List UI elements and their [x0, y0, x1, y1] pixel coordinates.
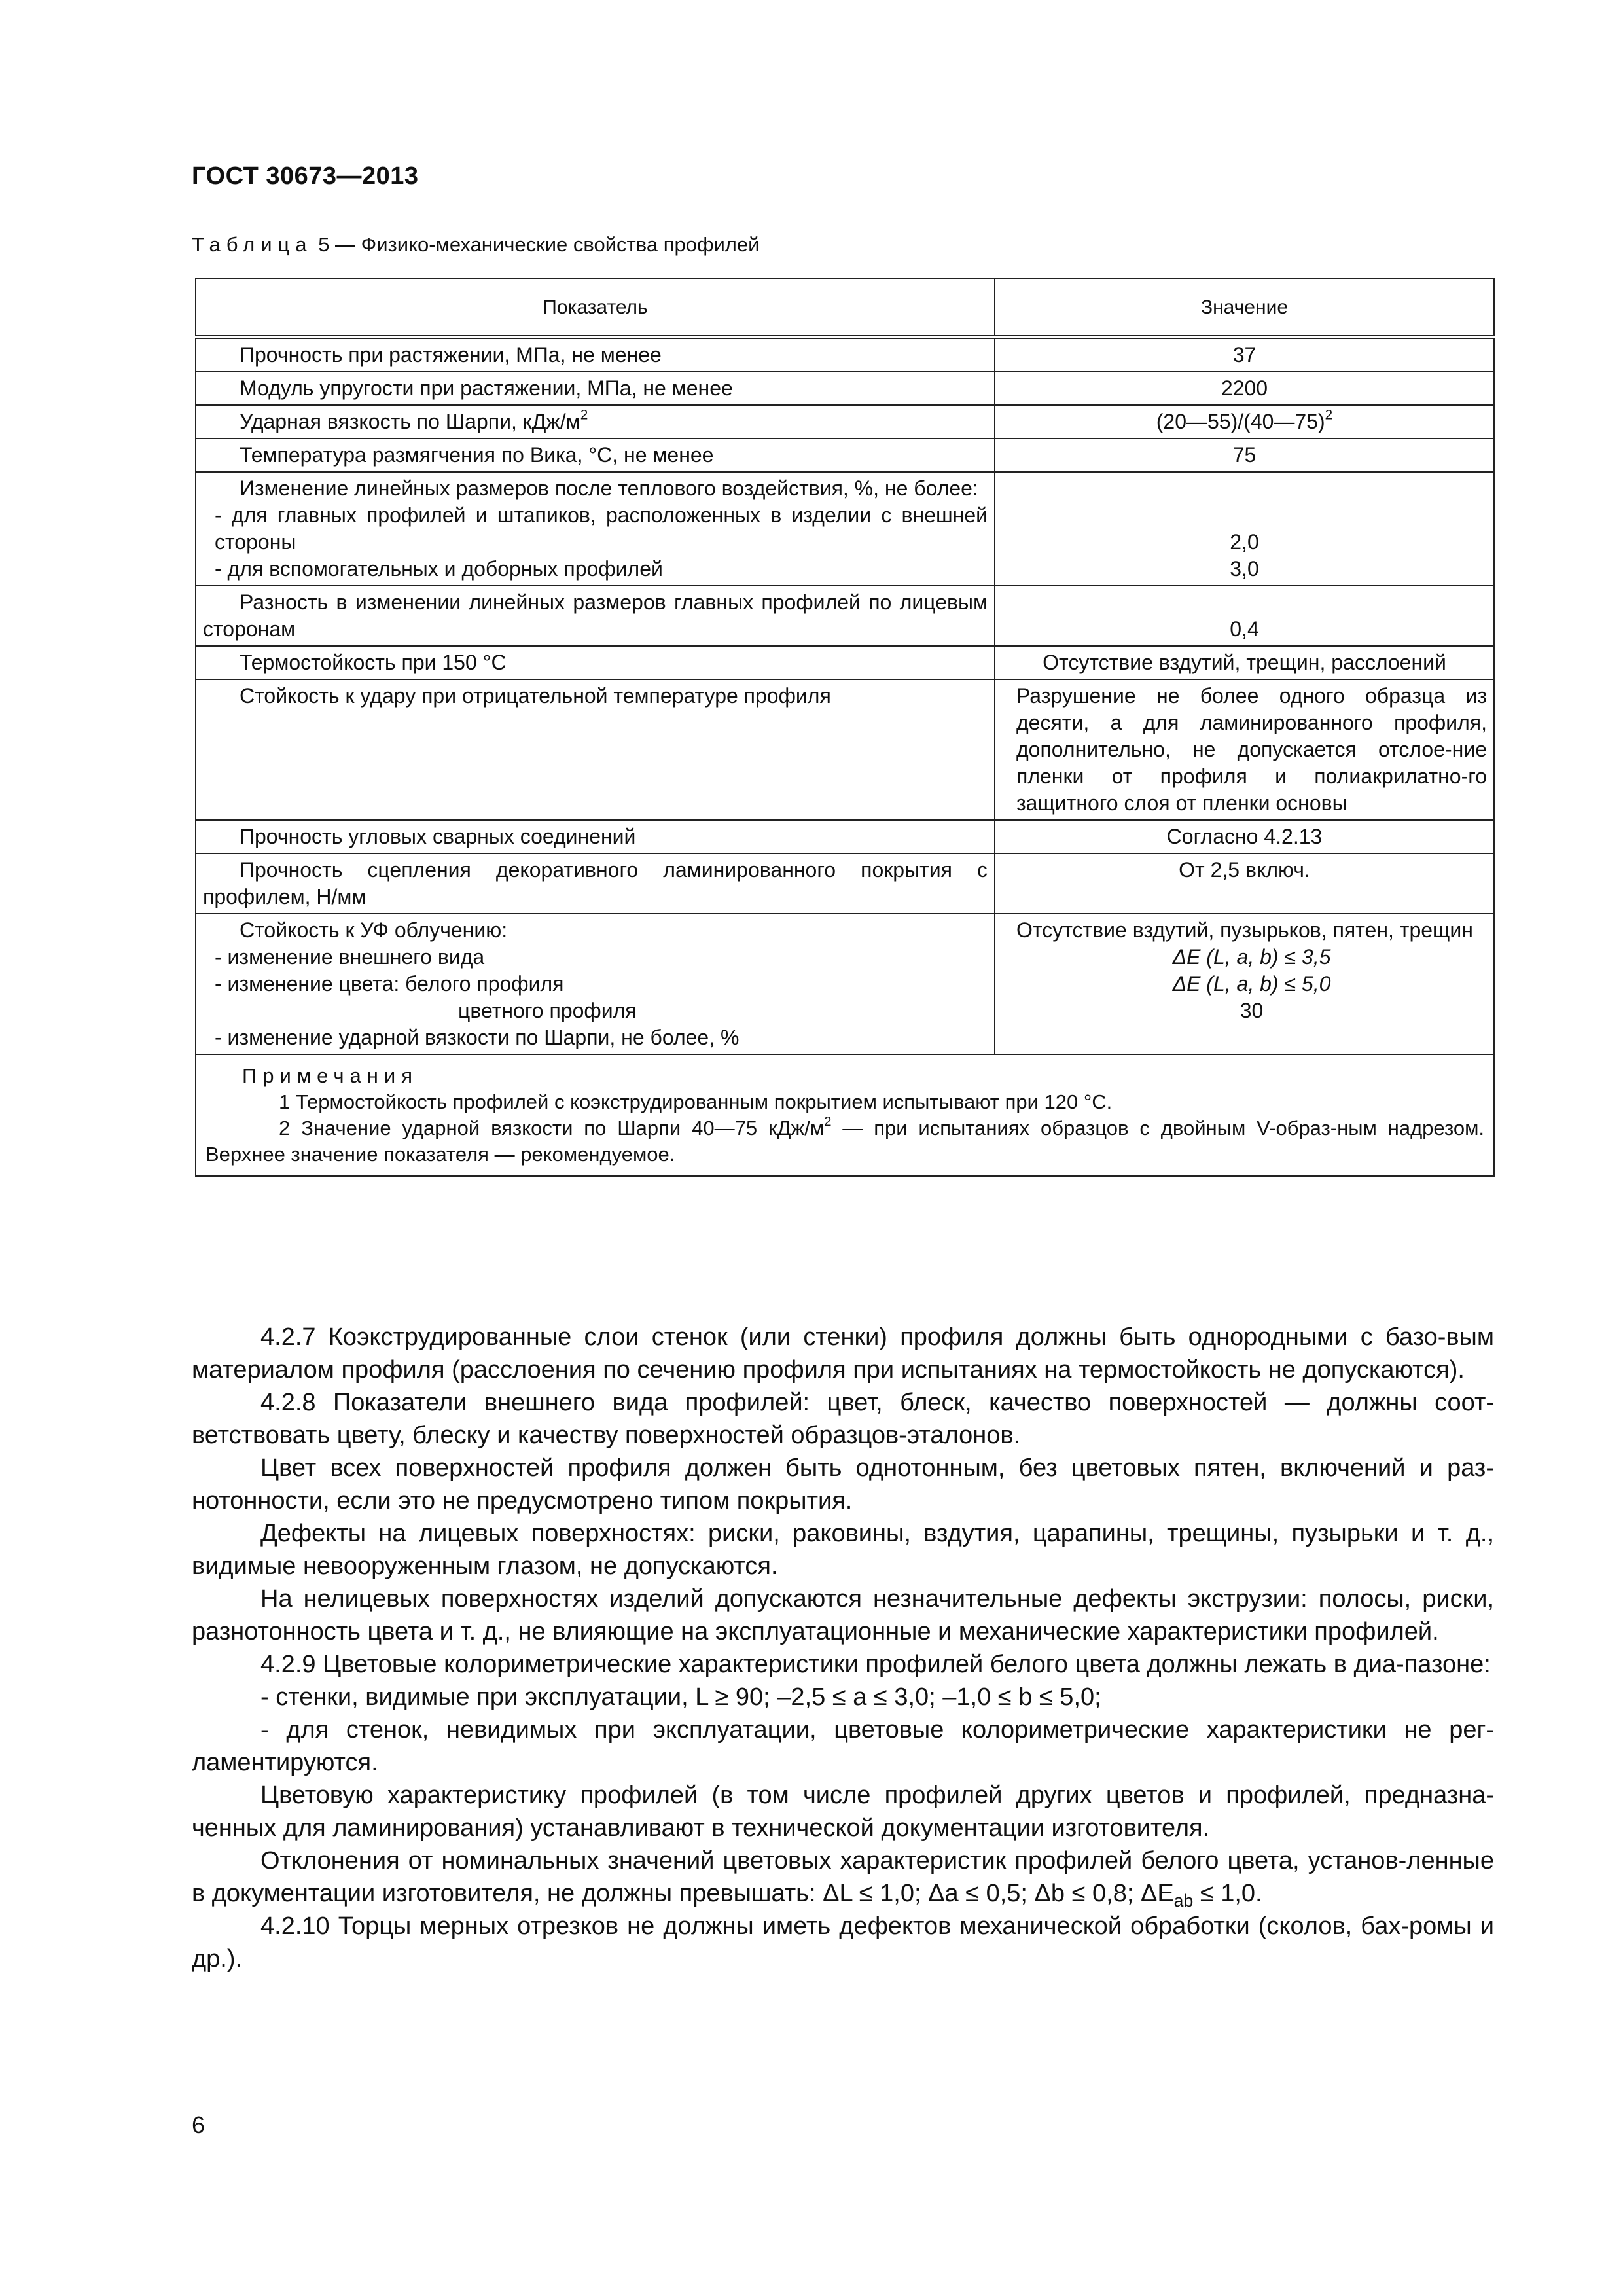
row-name: Ударная вязкость по Шарпи, кДж/$м^2$ [240, 407, 588, 433]
table-row [196, 337, 1494, 372]
table-caption [192, 233, 759, 257]
table-row [196, 853, 1494, 914]
paragraph: Цвет всех поверхностей профиля должен быть однотонным, без цветовых пятен, включений и раз-нотонности, если это не предусмотрено типом покрытия. [192, 1454, 1494, 1515]
row-subitem: - для главных профилей и штапиков, расположенных в изделии с внешней стороны [215, 503, 988, 554]
row-value: От 2,5 включ. [995, 853, 1494, 914]
table-row [196, 439, 1494, 472]
row-subitem: - изменение внешнего вида [215, 945, 485, 969]
row-subitem: - изменение цвета: белого профиля [215, 972, 564, 996]
row-value: Отсутствие вздутий, пузырьков, пятен, трещин ΔE (L, a, b) ≤ 3,5 ΔE (L, a, b) ≤ 5,0 30 [995, 914, 1494, 1054]
row-value: 75 [995, 439, 1494, 472]
table-caption-label: Таблица [192, 233, 313, 256]
row-value: Разрушение не более одного образца из десяти, а для ламинированного профиля, дополнительно, не допускается отслое-ние пленки от профиля и полиакрилатно-го защитного слоя от пленки основы [995, 679, 1494, 820]
row-name: Изменение линейных размеров после теплового воздействия, %, не более: [240, 476, 978, 500]
row-subitem: цветного профиля [458, 999, 637, 1022]
paragraph: 4.2.7 Коэкструдированные слои стенок (или стенки) профиля должны быть однородными с базо-вым материалом профиля (расслоения по сечению профиля при испытаниях на термостойкость не допускаются). [192, 1323, 1494, 1384]
paragraph: Дефекты на лицевых поверхностях: риски, раковины, вздутия, царапины, трещины, пузырьки и т. д., видимые невооруженным глазом, не допускаются. [192, 1520, 1494, 1580]
table-row [196, 472, 1494, 586]
paragraph: На нелицевых поверхностях изделий допускаются незначительные дефекты экструзии: полосы, риски, разнотонность цвета и т. д., не влияющие на эксплуатационные и механические характеристики профилей. [192, 1585, 1494, 1645]
table-row [196, 646, 1494, 679]
paragraph: 4.2.10 Торцы мерных отрезков не должны иметь дефектов механической обработки (сколов, бах-ромы и др.). [192, 1912, 1494, 1973]
notes-title: Примечания [242, 1064, 418, 1087]
note-1: 1 Термостойкость профилей с коэкструдированным покрытием испытывают при 120 °С. [279, 1090, 1113, 1113]
body-text [192, 1321, 1494, 1975]
row-name: Прочность сцепления декоративного ламинированного покрытия с профилем, Н/мм [203, 858, 988, 908]
paragraph: - стенки, видимые при эксплуатации, L ≥ 90; –2,5 ≤ a ≤ 3,0; –1,0 ≤ b ≤ 5,0; [260, 1683, 1101, 1711]
row-value: Отсутствие вздутий, трещин, расслоений [995, 646, 1494, 679]
row-name: Разность в изменении линейных размеров главных профилей по лицевым сторонам [203, 590, 988, 641]
table-row [196, 820, 1494, 853]
row-name: Стойкость к УФ облучению: [240, 918, 508, 942]
row-name: Стойкость к удару при отрицательной температуре профиля [240, 684, 831, 708]
table-caption-text: 5 — Физико-механические свойства профилей [318, 233, 760, 256]
table-row [196, 914, 1494, 1054]
row-value: 37 [995, 337, 1494, 372]
row-value: 0,4 [995, 586, 1494, 646]
row-name: Прочность при растяжении, МПа, не менее [240, 343, 662, 367]
row-value: 2200 [995, 372, 1494, 405]
row-name: Модуль упругости при растяжении, МПа, не менее [240, 376, 733, 400]
paragraph: Цветовую характеристику профилей (в том числе профилей других цветов и профилей, предназна-ченных для ламинирования) устанавливают в технической документации изготовителя. [192, 1782, 1494, 1842]
notes-row [196, 1054, 1494, 1176]
row-name: Термостойкость при 150 °С [240, 651, 507, 674]
table-header-row [196, 278, 1494, 337]
row-value: (20—55)/(40—75)$^2$ [995, 405, 1494, 439]
row-value: Согласно 4.2.13 [995, 820, 1494, 853]
table-row [196, 372, 1494, 405]
paragraph: 4.2.8 Показатели внешнего вида профилей: цвет, блеск, качество поверхностей — должны соот-ветствовать цвету, блеску и качеству поверхностей образцов-эталонов. [192, 1389, 1494, 1449]
paragraph: Отклонения от номинальных значений цветовых характеристик профилей белого цвета, установ-ленные в документации изготовителя, не должны превышать: ΔL ≤ 1,0; Δa ≤ 0,5; Δb ≤ 0,8; $\Delta E_{ab} \le 1,0$. [192, 1847, 1494, 1910]
paragraph: - для стенок, невидимых при эксплуатации, цветовые колориметрические характеристики не рег-ламентируются. [192, 1716, 1494, 1776]
paragraph: 4.2.9 Цветовые колориметрические характеристики профилей белого цвета должны лежать в диа-пазоне: [260, 1651, 1491, 1678]
row-name: Прочность угловых сварных соединений [240, 825, 636, 848]
column-header-value: Значение [995, 278, 1494, 337]
properties-table [195, 278, 1495, 1177]
row-value: 2,0 3,0 [995, 472, 1494, 586]
document-code: ГОСТ 30673—2013 [192, 162, 419, 190]
table-row [196, 679, 1494, 820]
table-row [196, 586, 1494, 646]
note-2: 2 Значение ударной вязкости по Шарпи 40—75 кДж/$м^2$ — при испытаниях образцов с двойным V-образ-ным надрезом. Верхнее значение показателя — рекомендуемое. [205, 1114, 1484, 1166]
row-subitem: - для вспомогательных и доборных профилей [215, 557, 663, 581]
page-number: 6 [192, 2111, 205, 2138]
column-header-indicator: Показатель [196, 278, 995, 337]
row-subitem: - изменение ударной вязкости по Шарпи, не более, % [215, 1026, 740, 1049]
table-row [196, 405, 1494, 439]
row-name: Температура размягчения по Вика, °С, не менее [240, 443, 714, 467]
